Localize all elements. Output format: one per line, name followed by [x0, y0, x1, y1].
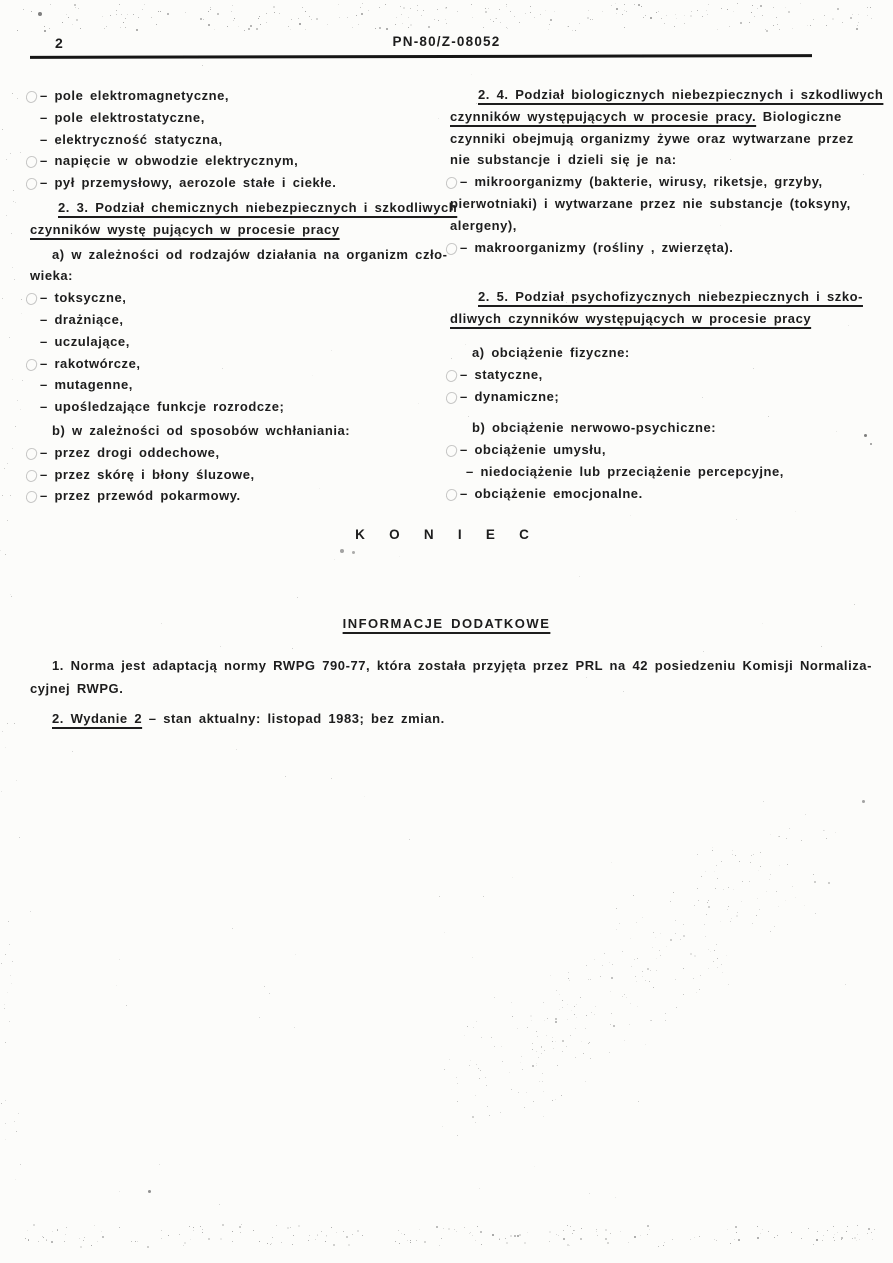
text-line [30, 172, 444, 194]
text-segment: a) w zależności od rodzajów działania na organizm czło- [52, 246, 448, 262]
scan-mark-icon [445, 242, 458, 256]
text-segment: – pył przemysłowy, aerozole stałe i ciekłe. [40, 175, 337, 191]
text-segment: 2. 3. Podział chemicznych niebezpiecznych i szkodliwych [58, 199, 458, 215]
text-line [450, 439, 878, 461]
text-line [450, 171, 878, 193]
text-segment: – upośledzające funkcje rozrodcze; [40, 399, 285, 415]
text-segment: – przez drogi oddechowe, [40, 444, 220, 460]
text-line [450, 149, 878, 171]
scan-mark-icon [25, 155, 38, 169]
scan-mark-icon [445, 176, 458, 190]
text-segment: wieka: [30, 268, 74, 284]
text-line [450, 417, 878, 439]
scan-mark-icon [25, 292, 38, 306]
text-line [450, 364, 878, 386]
text-line [30, 107, 444, 129]
text-line [30, 331, 444, 353]
text-line [30, 129, 444, 151]
text-segment: cyjnej RWPG. [30, 680, 124, 696]
text-line [30, 150, 444, 172]
text-line [30, 464, 444, 486]
scan-mark-icon [25, 90, 38, 104]
text-segment: 2. Wydanie 2 [52, 711, 143, 726]
text-segment: – niedociążenie lub przeciążenie percepcyjne, [466, 463, 784, 479]
text-segment: – mikroorganizmy (bakterie, wirusy, riketsje, grzyby, [460, 174, 823, 190]
text-segment: – napięcie w obwodzie elektrycznym, [40, 153, 299, 169]
text-segment: czynniki obejmują organizmy żywe oraz wytwarzane przez [450, 130, 854, 146]
text-line [30, 265, 444, 287]
text-segment: – pole elektromagnetyczne, [40, 88, 230, 103]
text-segment: nie substancje i dzieli się je na: [450, 152, 677, 168]
text-line [450, 386, 878, 408]
scan-mark-icon [25, 490, 38, 504]
text-line [30, 219, 444, 241]
text-line [450, 193, 878, 215]
text-line [30, 309, 444, 331]
text-line [30, 442, 444, 464]
text-segment: b) obciążenie nerwowo-psychiczne: [472, 420, 717, 436]
additional-info-heading [0, 616, 893, 631]
text-line [30, 244, 448, 266]
additional-info-heading-text: INFORMACJE DODATKOWE [342, 616, 551, 631]
text-line [450, 286, 878, 308]
text-segment: dliwych czynników występujących w procesie pracy [450, 311, 812, 327]
scan-mark-icon [25, 177, 38, 191]
text-segment: – pole elektrostatyczne, [40, 109, 205, 125]
text-segment: – obciążenie emocjonalne. [460, 485, 643, 501]
koniec-label: K O N I E C [355, 527, 538, 542]
text-line [450, 215, 878, 237]
header-rule [30, 54, 812, 59]
scan-mark-icon [445, 369, 458, 383]
text-segment: 1. Norma jest adaptacją normy RWPG 790-77, która została przyjęta przez PRL na 42 posiedzeniu Komisji Normaliza- [52, 658, 872, 673]
text-segment: alergeny), [450, 217, 517, 233]
scan-mark-icon [25, 358, 38, 372]
text-line [30, 678, 864, 701]
text-line [30, 420, 444, 442]
text-line [30, 85, 444, 107]
text-segment: – przez skórę i błony śluzowe, [40, 466, 255, 482]
text-segment: – drażniące, [40, 311, 124, 327]
text-line [30, 485, 444, 507]
right-column [450, 84, 884, 505]
text-segment: – rakotwórcze, [40, 355, 141, 371]
text-line [30, 374, 444, 396]
scan-mark-icon [25, 469, 38, 483]
text-segment: czynników występujących w procesie pracy. [450, 108, 757, 124]
text-segment: – obciążenie umysłu, [460, 442, 607, 458]
text-line [450, 342, 878, 364]
scan-mark-icon [445, 391, 458, 405]
text-segment: – toksyczne, [40, 290, 127, 306]
text-line [30, 396, 444, 418]
text-segment: – elektryczność statyczna, [40, 131, 223, 147]
left-column [30, 85, 458, 507]
text-segment: Biologiczne [756, 108, 842, 124]
text-segment: – dynamiczne; [460, 388, 560, 404]
text-segment: – makroorganizmy (rośliny , zwierzęta). [460, 239, 734, 255]
additional-info-block [30, 655, 872, 731]
text-segment: – uczulające, [40, 333, 130, 349]
text-segment: – mutagenne, [40, 377, 133, 393]
text-line [30, 708, 864, 731]
standard-code: PN-80/Z-08052 [392, 34, 501, 49]
text-line [30, 197, 458, 219]
text-line [450, 106, 878, 128]
text-line [30, 353, 444, 375]
text-line [450, 483, 878, 505]
text-line [30, 287, 444, 309]
text-line [450, 308, 878, 330]
text-segment: – statyczne, [460, 366, 543, 382]
text-segment: – przez przewód pokarmowy. [40, 488, 241, 504]
page-number: 2 [55, 35, 64, 51]
text-line [450, 237, 878, 259]
text-segment: – stan aktualny: listopad 1983; bez zmian. [142, 711, 445, 726]
text-line [450, 128, 878, 150]
text-segment: a) obciążenie fizyczne: [472, 344, 630, 360]
text-line [30, 655, 872, 678]
text-segment: b) w zależności od sposobów wchłaniania: [52, 422, 351, 438]
text-segment: 2. 4. Podział biologicznych niebezpiecznych i szkodliwych [478, 87, 884, 102]
scan-mark-icon [445, 444, 458, 458]
text-segment: 2. 5. Podział psychofizycznych niebezpiecznych i szko- [478, 289, 863, 305]
scan-mark-icon [25, 447, 38, 461]
text-segment: czynników wystę pujących w procesie pracy [30, 221, 340, 237]
scan-mark-icon [445, 488, 458, 502]
text-line [450, 461, 878, 483]
text-segment: pierwotniaki) i wytwarzane przez nie substancje (toksyny, [450, 195, 851, 211]
text-line [450, 84, 884, 106]
